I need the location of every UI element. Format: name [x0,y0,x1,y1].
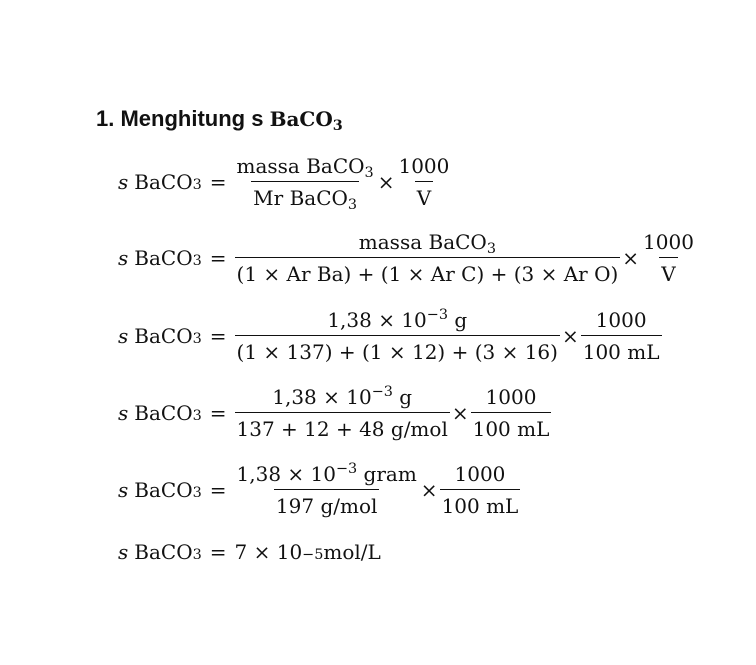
result-value: 7 × 10 −5 mol/L [234,540,381,564]
numerator: 1000 [643,230,694,254]
fraction-1000-over-100ml [440,462,521,518]
numerator: massa BaCO$_3$ [236,154,374,182]
numerator: 1000 [595,308,647,332]
equals-sign: = [209,478,227,502]
numerator: massa BaCO$_3$ [358,230,496,258]
numerator: $1,38 \times 10^{-3}$ g [327,307,468,332]
equals-sign: = [209,401,227,425]
section-heading [96,106,343,135]
times-sign: × [420,478,438,502]
denominator: V [659,257,677,286]
lhs: s BaCO 3 [118,478,202,502]
denominator: 100 mL [440,489,521,518]
times-sign: × [561,324,579,348]
denominator: (1 × Ar Ba) + (1 × Ar C) + (3 × Ar O) [235,257,621,286]
fraction-mass-value-over-ar-values [235,308,560,364]
denominator: 100 mL [471,412,552,441]
denominator: 100 mL [581,335,662,364]
fraction-mass-value-over-molar-mass [235,462,419,518]
fraction-1000-over-100ml [581,308,662,364]
fraction-mass-over-mr [235,154,376,214]
times-sign: × [622,246,640,270]
lhs: s BaCO 3 [118,540,202,564]
fraction-mass-over-ar-sum [235,230,621,286]
denominator: (1 × 137) + (1 × 12) + (3 × 16) [235,335,560,364]
fraction-1000-over-100ml [471,385,552,441]
numerator: $1,38 \times 10^{-3}$ g [272,384,413,409]
equals-sign: = [209,540,227,564]
equals-sign: = [209,246,227,270]
equation-row-2 [118,230,696,286]
equation-row-1 [118,154,451,214]
numerator: $1,38 \times 10^{-3}$ gram [236,461,417,486]
heading-compound: BaCO$_3$ [269,107,343,135]
times-sign: × [377,170,395,194]
denominator: Mr BaCO$_3$ [251,181,359,210]
lhs: s BaCO 3 [118,246,202,270]
lhs: s BaCO 3 [118,170,202,194]
equation-result [118,540,381,564]
denominator: 137 + 12 + 48 g/mol [235,412,450,441]
heading-prefix: 1. Menghitung s [96,106,270,131]
fraction-mass-value-over-sum [235,385,450,441]
numerator: 1000 [398,154,450,178]
numerator: 1000 [454,462,506,486]
fraction-1000-over-v [396,154,451,210]
numerator: 1000 [485,385,537,409]
equals-sign: = [209,170,227,194]
times-sign: × [451,401,469,425]
denominator: 197 g/mol [274,489,379,518]
lhs: s BaCO 3 [118,324,202,348]
denominator: V [415,181,433,210]
equals-sign: = [209,324,227,348]
equation-row-4 [118,385,551,441]
lhs: s BaCO 3 [118,401,202,425]
fraction-1000-over-v [641,230,696,286]
equation-row-5 [118,462,520,518]
equation-row-3 [118,308,662,364]
